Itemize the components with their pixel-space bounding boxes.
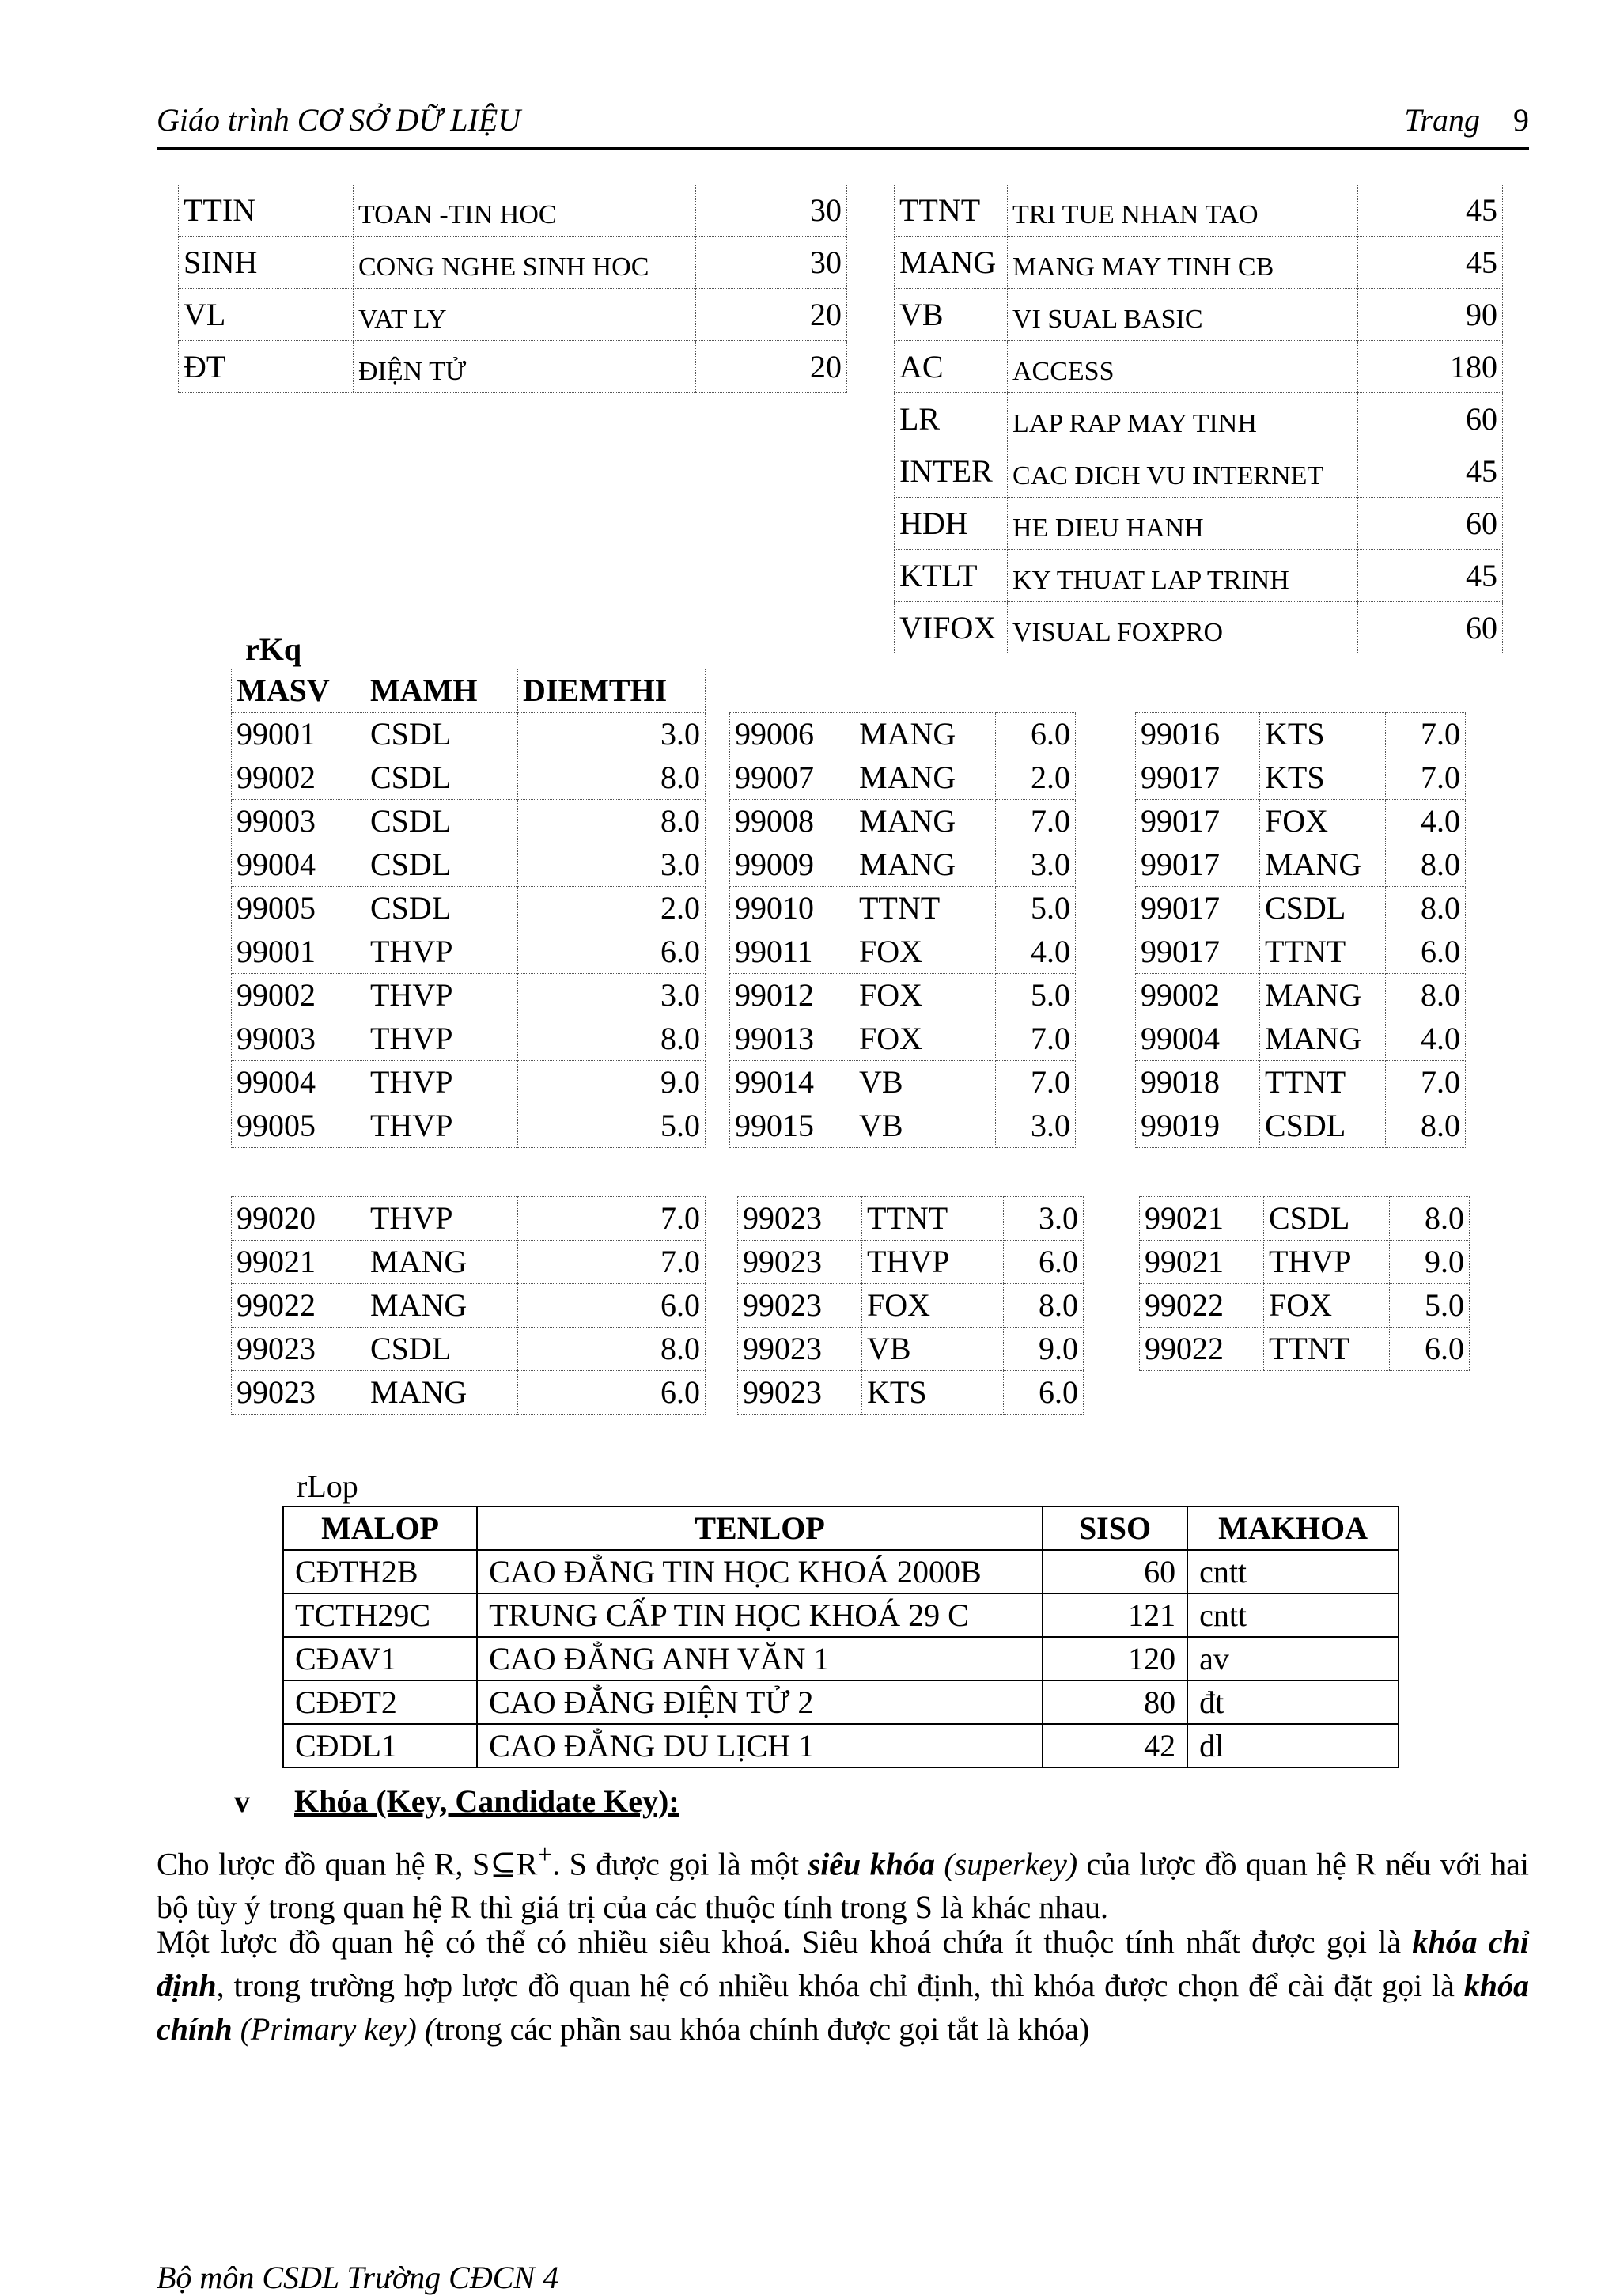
page-header (157, 95, 1529, 150)
exam-score: 8.0 (518, 1017, 706, 1061)
subject-code: MANG (365, 1284, 518, 1328)
student-id: 99023 (738, 1241, 862, 1284)
table-row (730, 756, 1076, 800)
subject-code: MANG (854, 800, 996, 843)
table-row (730, 974, 1076, 1017)
page-footer: Bộ môn CSDL Trường CĐCN 4 (157, 2260, 559, 2295)
subject-code: FOX (862, 1284, 1004, 1328)
rkq-table-3 (1135, 712, 1466, 1148)
table-row (232, 1328, 706, 1371)
class-code: CĐAV1 (283, 1637, 477, 1680)
exam-score: 4.0 (1386, 800, 1466, 843)
exam-score: 7.0 (518, 1241, 706, 1284)
rlop-caption: rLop (297, 1468, 358, 1504)
section-heading: Khóa (Key, Candidate Key): (294, 1783, 679, 1819)
subject-code: FOX (1264, 1284, 1390, 1328)
table-row (232, 974, 706, 1017)
class-code: CĐDL1 (283, 1724, 477, 1767)
subject-code: TTNT (854, 887, 996, 930)
table-row (895, 445, 1503, 498)
course-name: HE DIEU HANH (1008, 498, 1358, 550)
header-title: Giáo trình CƠ SỞ DỮ LIỆU (157, 102, 521, 138)
table-row (895, 602, 1503, 654)
exam-score: 8.0 (1386, 974, 1466, 1017)
column-header-tenlop: TENLOP (477, 1506, 1043, 1550)
course-name: VISUAL FOXPRO (1008, 602, 1358, 654)
exam-score: 6.0 (996, 713, 1076, 756)
faculty-code: đt (1187, 1680, 1399, 1724)
table-row (283, 1680, 1399, 1724)
subset-symbol: ⊆ (490, 1846, 517, 1882)
student-id: 99008 (730, 800, 854, 843)
table-row (895, 237, 1503, 289)
course-code: TTNT (895, 184, 1008, 237)
subject-code: TTNT (1260, 1061, 1386, 1104)
exam-score: 8.0 (1386, 887, 1466, 930)
exam-score: 3.0 (518, 974, 706, 1017)
student-id: 99017 (1136, 843, 1260, 887)
header-page (1404, 101, 1529, 138)
p1-text-c: . S được gọi là một (552, 1846, 808, 1882)
course-name: CAC DICH VU INTERNET (1008, 445, 1358, 498)
table-row (730, 1104, 1076, 1148)
subject-code: THVP (365, 1197, 518, 1241)
student-id: 99017 (1136, 887, 1260, 930)
subject-code: MANG (1260, 1017, 1386, 1061)
student-id: 99006 (730, 713, 854, 756)
subject-code: THVP (365, 1017, 518, 1061)
student-id: 99023 (738, 1284, 862, 1328)
class-code: CĐTH2B (283, 1550, 477, 1593)
course-hours: 45 (1358, 550, 1503, 602)
table-row (730, 800, 1076, 843)
exam-score: 7.0 (996, 1061, 1076, 1104)
subject-code: VB (862, 1328, 1004, 1371)
subject-code: MANG (1260, 974, 1386, 1017)
table-row (730, 843, 1076, 887)
subject-code: TTNT (1260, 930, 1386, 974)
student-id: 99022 (232, 1284, 365, 1328)
table-row (730, 887, 1076, 930)
course-code: SINH (179, 237, 354, 289)
course-code: VL (179, 289, 354, 341)
exam-score: 5.0 (996, 974, 1076, 1017)
exam-score: 8.0 (518, 800, 706, 843)
table-row (232, 713, 706, 756)
class-code: TCTH29C (283, 1593, 477, 1637)
student-id: 99021 (232, 1241, 365, 1284)
table-row (232, 887, 706, 930)
p1-text-a: Cho lược đồ quan hệ R, S (157, 1846, 490, 1882)
table-row (730, 930, 1076, 974)
column-header-masv: MASV (232, 669, 365, 713)
p2-text-c: , trong trường hợp lược đồ quan hệ có nhiều khóa chỉ định, thì khóa được chọn để cài đặt gọi là (216, 1968, 1464, 2003)
exam-score: 2.0 (996, 756, 1076, 800)
student-id: 99022 (1140, 1328, 1264, 1371)
student-id: 99004 (232, 1061, 365, 1104)
student-id: 99002 (232, 756, 365, 800)
student-id: 99023 (232, 1371, 365, 1415)
faculty-code: cntt (1187, 1593, 1399, 1637)
student-id: 99001 (232, 930, 365, 974)
term-candidate-key: khóa chỉ định (157, 1924, 1530, 2003)
exam-score: 4.0 (996, 930, 1076, 974)
table-row (232, 1061, 706, 1104)
course-code: KTLT (895, 550, 1008, 602)
course-hours: 45 (1358, 445, 1503, 498)
p1-text-b: R (516, 1846, 538, 1882)
course-hours: 90 (1358, 289, 1503, 341)
exam-score: 6.0 (1390, 1328, 1470, 1371)
rkq-caption: rKq (245, 631, 302, 667)
subject-code: KTS (1260, 756, 1386, 800)
exam-score: 9.0 (1004, 1328, 1084, 1371)
table-row (738, 1371, 1084, 1415)
table-row (738, 1197, 1084, 1241)
course-code: AC (895, 341, 1008, 393)
subject-code: THVP (365, 974, 518, 1017)
course-hours: 20 (696, 289, 847, 341)
course-name: ACCESS (1008, 341, 1358, 393)
p1-sup: + (537, 1840, 553, 1870)
subject-code: CSDL (1260, 887, 1386, 930)
header-row (283, 1506, 1399, 1550)
student-id: 99012 (730, 974, 854, 1017)
column-header-malop: MALOP (283, 1506, 477, 1550)
page-label: Trang (1404, 102, 1480, 138)
p1-text-f: của lược đồ quan hệ R nếu với hai bộ tùy ý trong quan hệ R thì giá trị của các thuộc tính trong S là khác nhau. (157, 1846, 1529, 1926)
student-id: 99023 (232, 1328, 365, 1371)
exam-score: 3.0 (1004, 1197, 1084, 1241)
subject-code: CSDL (365, 713, 518, 756)
term-primary-key-en: (Primary key) ( (232, 2011, 436, 2047)
subject-code: THVP (365, 1061, 518, 1104)
exam-score: 5.0 (1390, 1284, 1470, 1328)
table-row (1140, 1241, 1470, 1284)
class-name: CAO ĐẲNG DU LỊCH 1 (477, 1724, 1043, 1767)
course-hours: 45 (1358, 184, 1503, 237)
table-row (1136, 1104, 1466, 1148)
student-id: 99002 (232, 974, 365, 1017)
exam-score: 5.0 (996, 887, 1076, 930)
subject-code: CSDL (365, 1328, 518, 1371)
exam-score: 6.0 (1386, 930, 1466, 974)
student-id: 99023 (738, 1328, 862, 1371)
table-row (232, 1104, 706, 1148)
course-name: MANG MAY TINH CB (1008, 237, 1358, 289)
table-row (1136, 1017, 1466, 1061)
paragraph-candidate-key (157, 1920, 1529, 2051)
table-row (232, 1241, 706, 1284)
class-name: CAO ĐẲNG ANH VĂN 1 (477, 1637, 1043, 1680)
faculty-code: av (1187, 1637, 1399, 1680)
exam-score: 8.0 (1386, 1104, 1466, 1148)
exam-score: 3.0 (518, 843, 706, 887)
course-code: MANG (895, 237, 1008, 289)
table-row (283, 1637, 1399, 1680)
course-name: CONG NGHE SINH HOC (354, 237, 696, 289)
student-id: 99023 (738, 1197, 862, 1241)
exam-score: 8.0 (1390, 1197, 1470, 1241)
course-table-right (894, 184, 1503, 654)
table-row (738, 1241, 1084, 1284)
p2-text-f: trong các phần sau khóa chính được gọi tắt là khóa) (435, 2011, 1090, 2047)
subject-code: CSDL (365, 887, 518, 930)
student-id: 99017 (1136, 930, 1260, 974)
column-header-siso: SISO (1043, 1506, 1187, 1550)
exam-score: 3.0 (518, 713, 706, 756)
course-hours: 30 (696, 184, 847, 237)
table-row (283, 1593, 1399, 1637)
exam-score: 6.0 (1004, 1241, 1084, 1284)
subject-code: FOX (854, 974, 996, 1017)
subject-code: FOX (854, 930, 996, 974)
table-row (1136, 756, 1466, 800)
table-row (730, 1061, 1076, 1104)
course-code: LR (895, 393, 1008, 445)
class-size: 121 (1043, 1593, 1187, 1637)
student-id: 99022 (1140, 1284, 1264, 1328)
column-header-mamh: MAMH (365, 669, 518, 713)
table-row (179, 289, 847, 341)
subject-code: FOX (1260, 800, 1386, 843)
table-row (232, 843, 706, 887)
student-id: 99003 (232, 1017, 365, 1061)
course-name: LAP RAP MAY TINH (1008, 393, 1358, 445)
rkq-table-6 (1139, 1196, 1470, 1371)
class-code: CĐĐT2 (283, 1680, 477, 1724)
course-hours: 60 (1358, 393, 1503, 445)
exam-score: 8.0 (518, 1328, 706, 1371)
table-row (179, 237, 847, 289)
student-id: 99017 (1136, 800, 1260, 843)
rkq-table-2 (729, 712, 1076, 1148)
table-row (730, 1017, 1076, 1061)
student-id: 99002 (1136, 974, 1260, 1017)
subject-code: MANG (854, 756, 996, 800)
exam-score: 4.0 (1386, 1017, 1466, 1061)
student-id: 99001 (232, 713, 365, 756)
subject-code: TTNT (1264, 1328, 1390, 1371)
table-row (1140, 1328, 1470, 1371)
exam-score: 7.0 (996, 1017, 1076, 1061)
subject-code: MANG (1260, 843, 1386, 887)
subject-code: MANG (365, 1371, 518, 1415)
table-row (232, 1197, 706, 1241)
table-row (730, 713, 1076, 756)
course-hours: 60 (1358, 498, 1503, 550)
exam-score: 7.0 (996, 800, 1076, 843)
subject-code: VB (854, 1061, 996, 1104)
table-row (232, 1017, 706, 1061)
subject-code: FOX (854, 1017, 996, 1061)
course-code: VB (895, 289, 1008, 341)
subject-code: THVP (365, 1104, 518, 1148)
class-name: TRUNG CẤP TIN HỌC KHOÁ 29 C (477, 1593, 1043, 1637)
student-id: 99018 (1136, 1061, 1260, 1104)
table-row (1136, 930, 1466, 974)
course-hours: 20 (696, 341, 847, 393)
page-number: 9 (1513, 102, 1529, 138)
exam-score: 7.0 (1386, 756, 1466, 800)
student-id: 99019 (1136, 1104, 1260, 1148)
bullet-marker: v (234, 1783, 250, 1819)
rkq-table-1 (231, 669, 706, 1148)
course-code: ĐT (179, 341, 354, 393)
faculty-code: cntt (1187, 1550, 1399, 1593)
table-row (895, 184, 1503, 237)
class-name: CAO ĐẲNG TIN HỌC KHOÁ 2000B (477, 1550, 1043, 1593)
table-row (232, 930, 706, 974)
exam-score: 8.0 (518, 756, 706, 800)
exam-score: 8.0 (1004, 1284, 1084, 1328)
subject-code: CSDL (365, 756, 518, 800)
table-row (738, 1284, 1084, 1328)
student-id: 99009 (730, 843, 854, 887)
student-id: 99021 (1140, 1241, 1264, 1284)
table-row (895, 289, 1503, 341)
rlop-table (282, 1506, 1399, 1768)
table-row (179, 184, 847, 237)
table-row (232, 800, 706, 843)
term-primary-key: khóa chính (157, 1968, 1529, 2047)
course-code: VIFOX (895, 602, 1008, 654)
exam-score: 6.0 (518, 930, 706, 974)
course-hours: 180 (1358, 341, 1503, 393)
course-hours: 30 (696, 237, 847, 289)
table-row (1136, 974, 1466, 1017)
student-id: 99017 (1136, 756, 1260, 800)
subject-code: CSDL (1264, 1197, 1390, 1241)
subject-code: THVP (1264, 1241, 1390, 1284)
exam-score: 5.0 (518, 1104, 706, 1148)
student-id: 99011 (730, 930, 854, 974)
table-row (283, 1550, 1399, 1593)
exam-score: 7.0 (1386, 1061, 1466, 1104)
term-superkey-en: (superkey) (934, 1846, 1078, 1882)
subject-code: VB (854, 1104, 996, 1148)
class-size: 42 (1043, 1724, 1187, 1767)
table-row (179, 341, 847, 393)
column-header-diemthi: DIEMTHI (518, 669, 706, 713)
course-name: VI SUAL BASIC (1008, 289, 1358, 341)
student-id: 99021 (1140, 1197, 1264, 1241)
course-name: TRI TUE NHAN TAO (1008, 184, 1358, 237)
subject-code: CSDL (1260, 1104, 1386, 1148)
student-id: 99004 (1136, 1017, 1260, 1061)
p2-text-a: Một lược đồ quan hệ có thể có nhiều siêu khoá. Siêu khoá chứa ít thuộc tính nhất được gọi là (157, 1924, 1413, 1960)
table-row (895, 498, 1503, 550)
student-id: 99020 (232, 1197, 365, 1241)
subject-code: MANG (854, 843, 996, 887)
table-row (895, 393, 1503, 445)
course-name: TOAN -TIN HOC (354, 184, 696, 237)
course-code: TTIN (179, 184, 354, 237)
table-row (232, 756, 706, 800)
table-row (895, 550, 1503, 602)
table-row (1136, 713, 1466, 756)
table-row (232, 1371, 706, 1415)
class-size: 80 (1043, 1680, 1187, 1724)
faculty-code: dl (1187, 1724, 1399, 1767)
subject-code: KTS (1260, 713, 1386, 756)
course-name: ĐIỆN TỬ (354, 341, 696, 393)
table-row (1140, 1197, 1470, 1241)
class-name: CAO ĐẲNG ĐIỆN TỬ 2 (477, 1680, 1043, 1724)
course-name: KY THUAT LAP TRINH (1008, 550, 1358, 602)
student-id: 99005 (232, 887, 365, 930)
column-header-makhoa: MAKHOA (1187, 1506, 1399, 1550)
student-id: 99013 (730, 1017, 854, 1061)
course-name: VAT LY (354, 289, 696, 341)
table-row (283, 1724, 1399, 1767)
student-id: 99014 (730, 1061, 854, 1104)
exam-score: 6.0 (1004, 1371, 1084, 1415)
subject-code: TTNT (862, 1197, 1004, 1241)
rkq-table-5 (737, 1196, 1084, 1415)
table-row (895, 341, 1503, 393)
course-code: HDH (895, 498, 1008, 550)
paragraph-superkey (157, 1833, 1529, 1929)
table-row (1136, 843, 1466, 887)
course-hours: 60 (1358, 602, 1503, 654)
student-id: 99004 (232, 843, 365, 887)
table-row (1136, 887, 1466, 930)
class-size: 60 (1043, 1550, 1187, 1593)
table-row (1136, 1061, 1466, 1104)
rkq-table-4 (231, 1196, 706, 1415)
exam-score: 8.0 (1386, 843, 1466, 887)
student-id: 99003 (232, 800, 365, 843)
student-id: 99015 (730, 1104, 854, 1148)
subject-code: CSDL (365, 800, 518, 843)
student-id: 99010 (730, 887, 854, 930)
term-superkey: siêu khóa (808, 1846, 935, 1882)
exam-score: 9.0 (518, 1061, 706, 1104)
header-row (232, 669, 706, 713)
table-row (232, 1284, 706, 1328)
subject-code: KTS (862, 1371, 1004, 1415)
exam-score: 6.0 (518, 1371, 706, 1415)
subject-code: CSDL (365, 843, 518, 887)
subject-code: MANG (365, 1241, 518, 1284)
student-id: 99016 (1136, 713, 1260, 756)
course-table-left (178, 184, 847, 393)
class-size: 120 (1043, 1637, 1187, 1680)
table-row (1140, 1284, 1470, 1328)
exam-score: 6.0 (518, 1284, 706, 1328)
student-id: 99023 (738, 1371, 862, 1415)
subject-code: THVP (365, 930, 518, 974)
subject-code: THVP (862, 1241, 1004, 1284)
course-code: INTER (895, 445, 1008, 498)
student-id: 99005 (232, 1104, 365, 1148)
exam-score: 3.0 (996, 1104, 1076, 1148)
course-hours: 45 (1358, 237, 1503, 289)
table-row (738, 1328, 1084, 1371)
exam-score: 2.0 (518, 887, 706, 930)
exam-score: 7.0 (1386, 713, 1466, 756)
exam-score: 7.0 (518, 1197, 706, 1241)
exam-score: 9.0 (1390, 1241, 1470, 1284)
table-row (1136, 800, 1466, 843)
student-id: 99007 (730, 756, 854, 800)
exam-score: 3.0 (996, 843, 1076, 887)
subject-code: MANG (854, 713, 996, 756)
